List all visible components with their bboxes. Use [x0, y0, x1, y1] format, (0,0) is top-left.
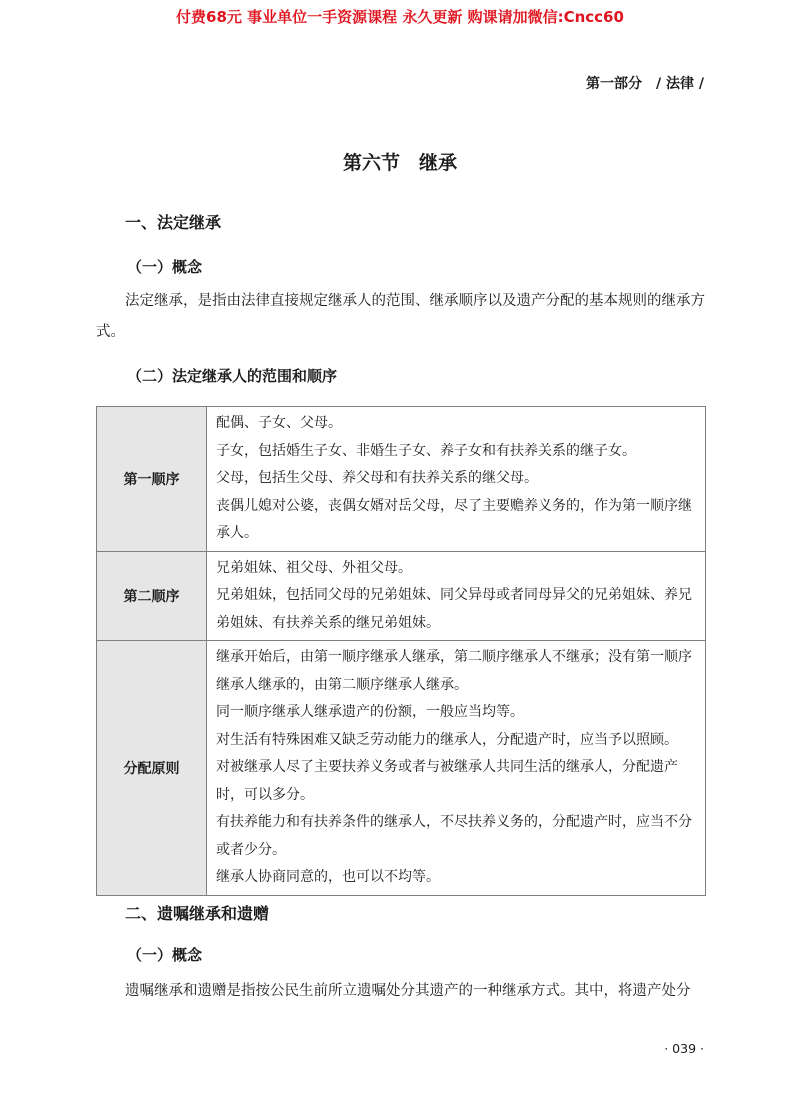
subheading-heir-scope-order: （二）法定继承人的范围和顺序: [127, 367, 338, 385]
row-line: 继承开始后，由第一顺序继承人继承，第二顺序继承人不继承；没有第一顺序继承人继承的，由第二顺序继承人继承。: [216, 649, 692, 693]
part-header: 第一部分 / 法律 /: [586, 76, 704, 92]
subheading-concept-2: （一）概念: [127, 946, 203, 964]
heir-order-table: [96, 406, 706, 896]
paragraph-text: 法定继承，是指由法律直接规定继承人的范围、继承顺序以及遗产分配的基本规则的继承方式。: [96, 293, 705, 340]
row-line: 同一顺序继承人继承遗产的份额，一般应当均等。: [216, 704, 524, 720]
row-line: 丧偶儿媳对公婆，丧偶女婿对岳父母，尽了主要赡养义务的，作为第一顺序继承人。: [216, 497, 692, 541]
subheading-concept: （一）概念: [127, 258, 203, 276]
heading-testamentary-inheritance: 二、遗嘱继承和遗赠: [125, 904, 270, 923]
page-number: · 039 ·: [664, 1041, 704, 1056]
table-row-distribution-principles: [97, 641, 706, 896]
row-line: 配偶、子女、父母。: [216, 415, 342, 431]
row-label: 分配原则: [97, 641, 207, 896]
row-line: 父母，包括生父母、养父母和有扶养关系的继父母。: [216, 470, 538, 486]
heading-statutory-inheritance: 一、法定继承: [125, 213, 222, 232]
table-row-first-order: [97, 407, 706, 552]
row-line: 对生活有特殊困难又缺乏劳动能力的继承人，分配遗产时，应当予以照顾。: [216, 731, 678, 748]
row-content: [207, 641, 706, 896]
section-title: 第六节 继承: [342, 152, 457, 174]
row-content: [207, 551, 706, 641]
paragraph-text: 遗嘱继承和遗赠是指按公民生前所立遗嘱处分其遗产的一种继承方式。其中，将遗产处分: [125, 983, 691, 999]
row-content: [207, 407, 706, 552]
row-line: 继承人协商同意的，也可以不均等。: [216, 869, 440, 885]
row-line: 兄弟姐妹，包括同父母的兄弟姐妹、同父异母或者同母异父的兄弟姐妹、养兄弟姐妹、有扶养关系的继兄弟姐妹。: [216, 587, 692, 631]
row-line: 有扶养能力和有扶养条件的继承人，不尽扶养义务的，分配遗产时，应当不分或者少分。: [216, 814, 692, 858]
row-line: 对被继承人尽了主要扶养义务或者与被继承人共同生活的继承人，分配遗产时，可以多分。: [216, 759, 678, 803]
row-label: 第一顺序: [97, 407, 207, 552]
row-label: 第二顺序: [97, 551, 207, 641]
row-line: 子女，包括婚生子女、非婚生子女、养子女和有扶养关系的继子女。: [216, 442, 636, 459]
paragraph-testamentary-definition: [96, 976, 706, 1007]
table-row-second-order: [97, 551, 706, 641]
promo-banner: 付费68元 事业单位一手资源课程 永久更新 购课请加微信:Cncc60: [176, 8, 624, 26]
paragraph-statutory-definition: [96, 286, 706, 348]
row-line: 兄弟姐妹、祖父母、外祖父母。: [216, 559, 412, 576]
